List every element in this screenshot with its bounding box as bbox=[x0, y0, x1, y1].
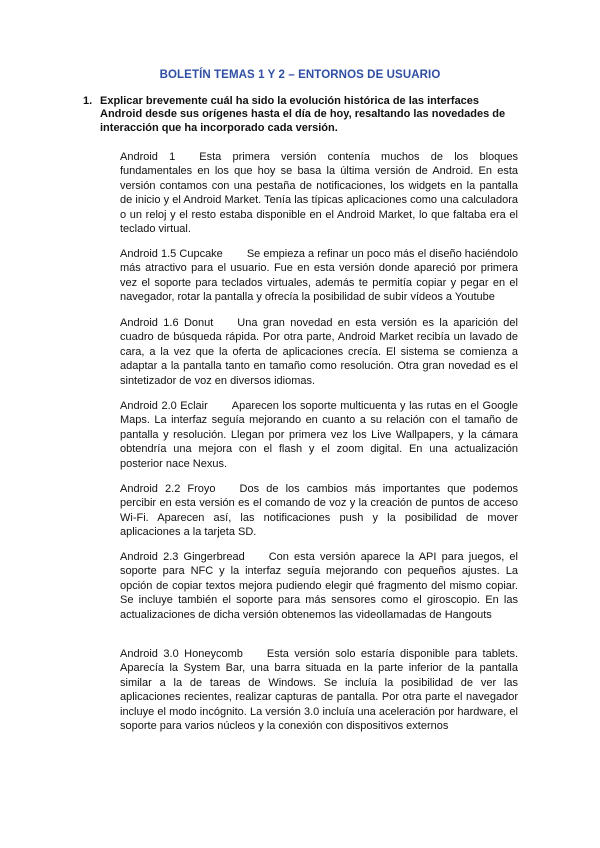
section-android-2-3-gingerbread bbox=[120, 550, 518, 622]
section-name: Android 1.6 Donut bbox=[120, 317, 214, 329]
section-name: Android 2.3 Gingerbread bbox=[120, 551, 245, 563]
section-android-1 bbox=[120, 150, 518, 236]
section-android-1-5-cupcake bbox=[120, 247, 518, 305]
section-body: Esta primera versión contenía muchos de los bloques fundamentales en los que hoy se basa la última versión de Android. En esta versión contamos con una pestaña de notificaciones, los widgets en la pantalla de inicio y el Android Market. Tenía las típicas aplicaciones como una calculadora o un reloj y el resto estaba disponible en el Android Market, lo que faltaba era el teclado virtual. bbox=[120, 151, 518, 236]
document-title: BOLETÍN TEMAS 1 Y 2 – ENTORNOS DE USUARIO bbox=[159, 69, 441, 81]
section-name: Android 3.0 Honeycomb bbox=[120, 648, 243, 660]
section-body: Una gran novedad en esta versión es la aparición del cuadro de búsqueda rápida. Por otra parte, Android Market recibía un lavado de cara, a la vez que la oferta de aplicaciones crecía. El sistema se comienza a adaptar a la pantalla tanto en tamaño como resolución. Otra gran novedad es el sintetizador de voz en diversos idiomas. bbox=[120, 317, 518, 387]
section-name: Android 2.0 Eclair bbox=[120, 400, 208, 412]
section-android-3-0-honeycomb bbox=[120, 647, 518, 733]
section-body: Con esta versión aparece la API para juegos, el soporte para NFC y la interfaz seguía mejorando con pequeños ajustes. La opción de copiar textos mejora pudiendo elegir qué fragmento del mismo copiar. Se incluye también el soporte para más sensores como el giroscopio. En las actualizaciones de dicha versión obtenemos las videollamadas de Hangouts bbox=[120, 551, 518, 621]
section-body: Dos de los cambios más importantes que podemos percibir en esta versión es el comando de voz y la creación de puntos de acceso Wi-Fi. Aparecen así, las notificaciones push y la posibilidad de mover aplicaciones a la tarjeta SD. bbox=[120, 483, 518, 539]
section-name: Android 2.2 Froyo bbox=[120, 483, 216, 495]
section-body: Se empieza a refinar un poco más el diseño haciéndolo más atractivo para el usuario. Fue en esta versión donde apareció por primera vez el soporte para teclados virtuales, además te permitía copiar y pegar en el navegador, rotar la pantalla y ofrecía la posibilidad de subir vídeos a Youtube bbox=[120, 248, 518, 304]
section-body: Aparecen los soporte multicuenta y las rutas en el Google Maps. La interfaz seguía mejorando en cuanto a su relación con el tamaño de pantalla y resolución. Llegan por primera vez los Live Wallpapers, y la cámara obtendría una mejora con el flash y el zoom digital. En una actualización posterior nace Nexus. bbox=[120, 400, 518, 470]
section-name: Android 1 bbox=[120, 151, 176, 163]
question-text: Explicar brevemente cuál ha sido la evolución histórica de las interfaces Android desde sus orígenes hasta el día de hoy, resaltando las novedades de interacción que ha incorporado cada versión. bbox=[100, 95, 506, 134]
section-body: Esta versión solo estaría disponible para tablets. Aparecía la System Bar, una barra situada en la parte inferior de la pantalla similar a la de tareas de Windows. Se incluía la posibilidad de ver las aplicaciones recientes, realizar capturas de pantalla. Por otra parte el navegador incluye el modo incógnito. La versión 3.0 incluía una aceleración por hardware, el soporte para varios núcleos y la conexión con dispositivos externos bbox=[120, 648, 519, 733]
section-android-1-6-donut bbox=[120, 316, 518, 388]
section-android-2-2-froyo bbox=[120, 482, 518, 540]
question-1 bbox=[83, 95, 518, 135]
section-android-2-0-eclair bbox=[120, 399, 518, 471]
question-number: 1. bbox=[83, 95, 93, 107]
section-name: Android 1.5 Cupcake bbox=[120, 248, 223, 260]
